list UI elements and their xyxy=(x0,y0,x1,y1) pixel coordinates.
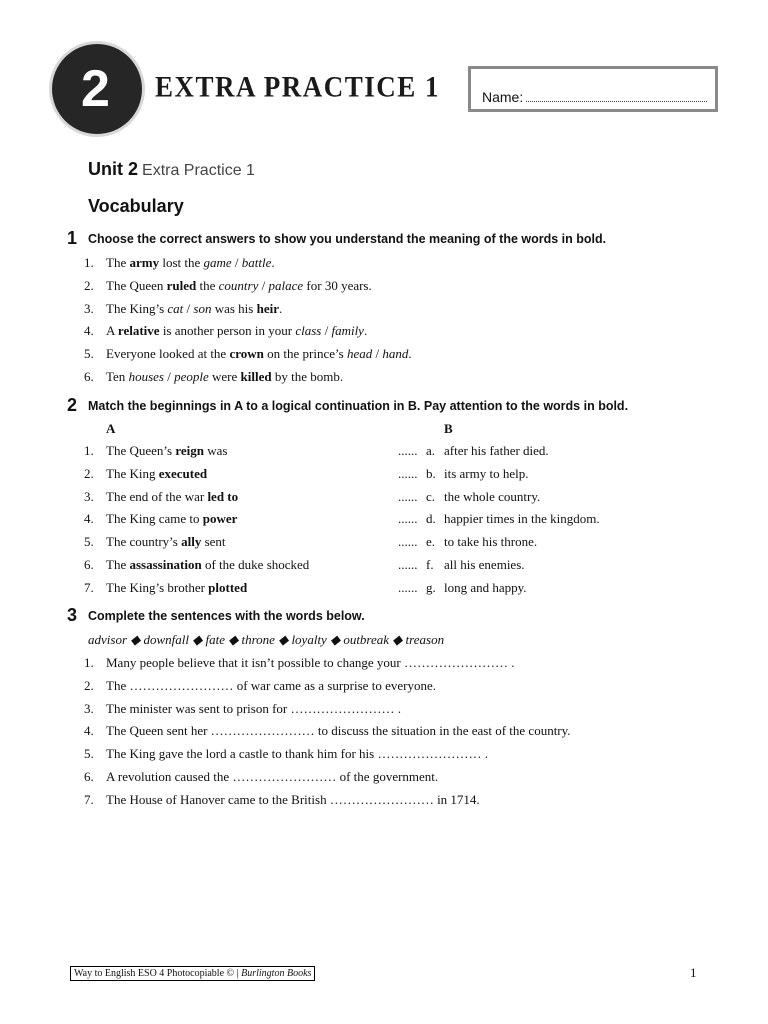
text-run: Ten xyxy=(106,369,129,384)
sentence-text: The …………………… of war came as a surprise to everyone. xyxy=(106,677,436,693)
exercise2-item-b xyxy=(398,557,525,573)
item-number: 2. xyxy=(84,677,94,693)
text-run: / xyxy=(231,255,242,270)
continuation-text: its army to help. xyxy=(444,465,529,481)
text-run: The xyxy=(106,557,130,572)
exercise1-item xyxy=(84,255,275,271)
text-run: family xyxy=(331,323,364,339)
sentence-text: The minister was sent to prison for …………………… . xyxy=(106,700,401,716)
item-letter: c. xyxy=(426,488,436,504)
item-number: 4. xyxy=(84,511,94,527)
text-run: power xyxy=(202,511,238,527)
exercise2-item-b xyxy=(398,534,537,550)
name-label: Name: xyxy=(482,89,524,105)
footer-text: Way to English ESO 4 Photocopiable © | xyxy=(74,968,242,979)
exercise3-item xyxy=(84,723,571,739)
item-letter: a. xyxy=(426,443,436,458)
exercise2-item-a xyxy=(84,557,309,573)
continuation-text: happier times in the kingdom. xyxy=(444,511,600,527)
text-run: . xyxy=(408,346,412,362)
sentence-text: The House of Hanover came to the British …………………… in 1714. xyxy=(106,791,480,807)
item-number: 7. xyxy=(84,791,94,807)
item-number: 5. xyxy=(84,346,94,362)
text-run: assassination xyxy=(129,557,202,572)
text-run: / xyxy=(372,346,383,362)
text-run: on the prince’s xyxy=(263,346,347,362)
text-run: The Queen xyxy=(106,277,167,293)
text-run: of the duke shocked xyxy=(201,557,310,572)
item-number: 4. xyxy=(84,723,94,739)
unit-label: Unit 2 xyxy=(88,159,139,179)
item-letter: e. xyxy=(426,534,436,550)
unit-number: 2 xyxy=(81,60,110,118)
text-run: crown xyxy=(229,346,264,362)
text-run: / xyxy=(183,300,194,316)
text-run: the xyxy=(196,277,219,293)
exercise2-item-b xyxy=(398,443,549,459)
text-run: game xyxy=(203,255,232,270)
text-run: people xyxy=(174,369,209,384)
exercise3-number: 3 xyxy=(67,605,78,625)
section-title: Vocabulary xyxy=(88,196,184,216)
text-run: lost the xyxy=(159,255,204,270)
text-run: . xyxy=(363,323,368,339)
text-run: hand xyxy=(382,346,409,362)
continuation-text: long and happy. xyxy=(444,579,527,595)
exercise3-item xyxy=(84,655,514,671)
exercise3-item xyxy=(84,746,488,762)
item-number: 4. xyxy=(84,323,94,339)
text-run: son xyxy=(193,300,212,316)
page-number: 1 xyxy=(690,965,697,980)
answer-blank[interactable]: ...... xyxy=(398,557,418,572)
text-run: led to xyxy=(207,488,239,504)
text-run: for 30 years. xyxy=(303,277,372,293)
exercise2-instruction: Match the beginnings in A to a logical continuation in B. Pay attention to the words in bold. xyxy=(88,399,629,413)
item-number: 6. xyxy=(84,557,94,572)
item-number: 1. xyxy=(84,443,94,458)
exercise2-item-b xyxy=(398,580,527,596)
text-run: cat xyxy=(167,300,184,316)
item-number: 1. xyxy=(84,655,94,670)
exercise2-item-a xyxy=(84,511,237,527)
exercise1-item xyxy=(84,301,282,317)
exercise2-item-b xyxy=(398,489,540,505)
text-run: / xyxy=(258,277,269,293)
item-number: 3. xyxy=(84,300,94,316)
text-run: / xyxy=(163,369,175,384)
answer-blank[interactable]: ...... xyxy=(398,465,418,481)
exercise2-item-a xyxy=(84,580,247,596)
name-field[interactable] xyxy=(526,101,707,102)
text-run: army xyxy=(129,255,160,270)
unit-heading xyxy=(88,159,255,180)
exercise3-item xyxy=(84,701,401,717)
text-run: was his xyxy=(211,300,257,316)
text-run: executed xyxy=(158,465,208,481)
exercise2-item-a xyxy=(84,534,226,550)
text-run: Everyone looked at the xyxy=(106,346,230,362)
text-run: was xyxy=(203,443,228,458)
text-run: by the bomb. xyxy=(271,369,344,384)
text-run: The King xyxy=(106,465,159,481)
continuation-text: all his enemies. xyxy=(444,557,525,572)
text-run: The end of the war xyxy=(106,488,208,504)
text-run: reign xyxy=(175,443,204,458)
item-letter: b. xyxy=(426,465,436,481)
exercise1-item xyxy=(84,369,343,385)
unit-subtitle: Extra Practice 1 xyxy=(142,162,255,179)
item-number: 3. xyxy=(84,488,94,504)
exercise1-item xyxy=(84,278,372,294)
item-number: 2. xyxy=(84,465,94,481)
unit-number-badge xyxy=(52,44,142,134)
continuation-text: to take his throne. xyxy=(444,534,538,550)
item-number: 7. xyxy=(84,579,94,595)
exercise3-item xyxy=(84,792,480,808)
text-run: A xyxy=(106,323,118,339)
text-run: plotted xyxy=(208,579,248,595)
column-b-header: B xyxy=(444,421,453,436)
text-run: relative xyxy=(117,323,160,339)
sentence-text: Many people believe that it isn’t possible to change your …………………… . xyxy=(106,655,515,670)
exercise2-item-a xyxy=(84,466,207,482)
continuation-text: after his father died. xyxy=(444,443,549,458)
text-run: ally xyxy=(181,534,202,550)
footer-credit xyxy=(70,966,315,981)
exercise1-item xyxy=(84,346,412,362)
item-number: 2. xyxy=(84,277,94,293)
item-letter: g. xyxy=(426,579,436,595)
answer-blank[interactable]: ...... xyxy=(398,488,418,504)
item-letter: f. xyxy=(426,557,434,572)
text-run: . xyxy=(271,255,275,270)
text-run: head xyxy=(346,346,373,362)
continuation-text: the whole country. xyxy=(444,488,541,504)
exercise1-instruction: Choose the correct answers to show you understand the meaning of the words in bold. xyxy=(88,232,607,246)
text-run: palace xyxy=(268,277,304,293)
item-number: 5. xyxy=(84,534,94,550)
page-title: EXTRA PRACTICE 1 xyxy=(155,70,441,104)
column-a-header: A xyxy=(106,421,116,436)
text-run: The King’s brother xyxy=(106,579,209,595)
publisher-name: Burlington Books xyxy=(241,968,312,979)
exercise3-instruction: Complete the sentences with the words below. xyxy=(88,609,365,623)
item-number: 1. xyxy=(84,255,94,270)
exercise2-item-a xyxy=(84,443,227,459)
text-run: . xyxy=(279,300,283,316)
item-letter: d. xyxy=(426,511,436,527)
text-run: heir xyxy=(256,300,279,316)
sentence-text: The Queen sent her …………………… to discuss the situation in the east of the country. xyxy=(106,723,571,739)
exercise2-item-b xyxy=(398,511,600,527)
text-run: The Queen’s xyxy=(106,443,176,458)
text-run: killed xyxy=(240,369,272,384)
sentence-text: The King gave the lord a castle to thank him for his …………………… . xyxy=(106,746,488,762)
text-run: The xyxy=(106,255,130,270)
text-run: sent xyxy=(201,534,226,550)
exercise3-item xyxy=(84,678,436,694)
answer-blank[interactable]: ...... xyxy=(398,534,418,550)
text-run: country xyxy=(218,277,259,293)
answer-blank[interactable]: ...... xyxy=(398,511,418,527)
text-run: ruled xyxy=(166,277,197,293)
text-run: / xyxy=(321,323,332,339)
exercise3-item xyxy=(84,769,438,785)
exercise2-item-b xyxy=(398,466,529,482)
text-run: The King’s xyxy=(106,300,168,316)
text-run: houses xyxy=(128,369,164,384)
sentence-text: A revolution caused the …………………… of the government. xyxy=(106,769,439,784)
item-number: 3. xyxy=(84,700,94,716)
exercise2-item-a xyxy=(84,489,238,505)
item-number: 6. xyxy=(84,369,94,384)
exercise2-number: 2 xyxy=(67,395,78,415)
item-number: 6. xyxy=(84,769,94,784)
exercise1-item xyxy=(84,323,367,339)
answer-blank[interactable]: ...... xyxy=(398,579,418,595)
text-run: class xyxy=(295,323,322,339)
name-box xyxy=(468,66,718,112)
answer-blank[interactable]: ...... xyxy=(398,443,418,458)
text-run: battle xyxy=(241,255,272,270)
text-run: The country’s xyxy=(106,534,182,550)
text-run: were xyxy=(208,369,241,384)
item-number: 5. xyxy=(84,746,94,762)
exercise1-number: 1 xyxy=(67,228,78,248)
word-bank: advisor ◆ downfall ◆ fate ◆ throne ◆ loyalty ◆ outbreak ◆ treason xyxy=(88,632,445,647)
text-run: is another person in your xyxy=(159,323,296,339)
text-run: The King came to xyxy=(106,511,203,527)
